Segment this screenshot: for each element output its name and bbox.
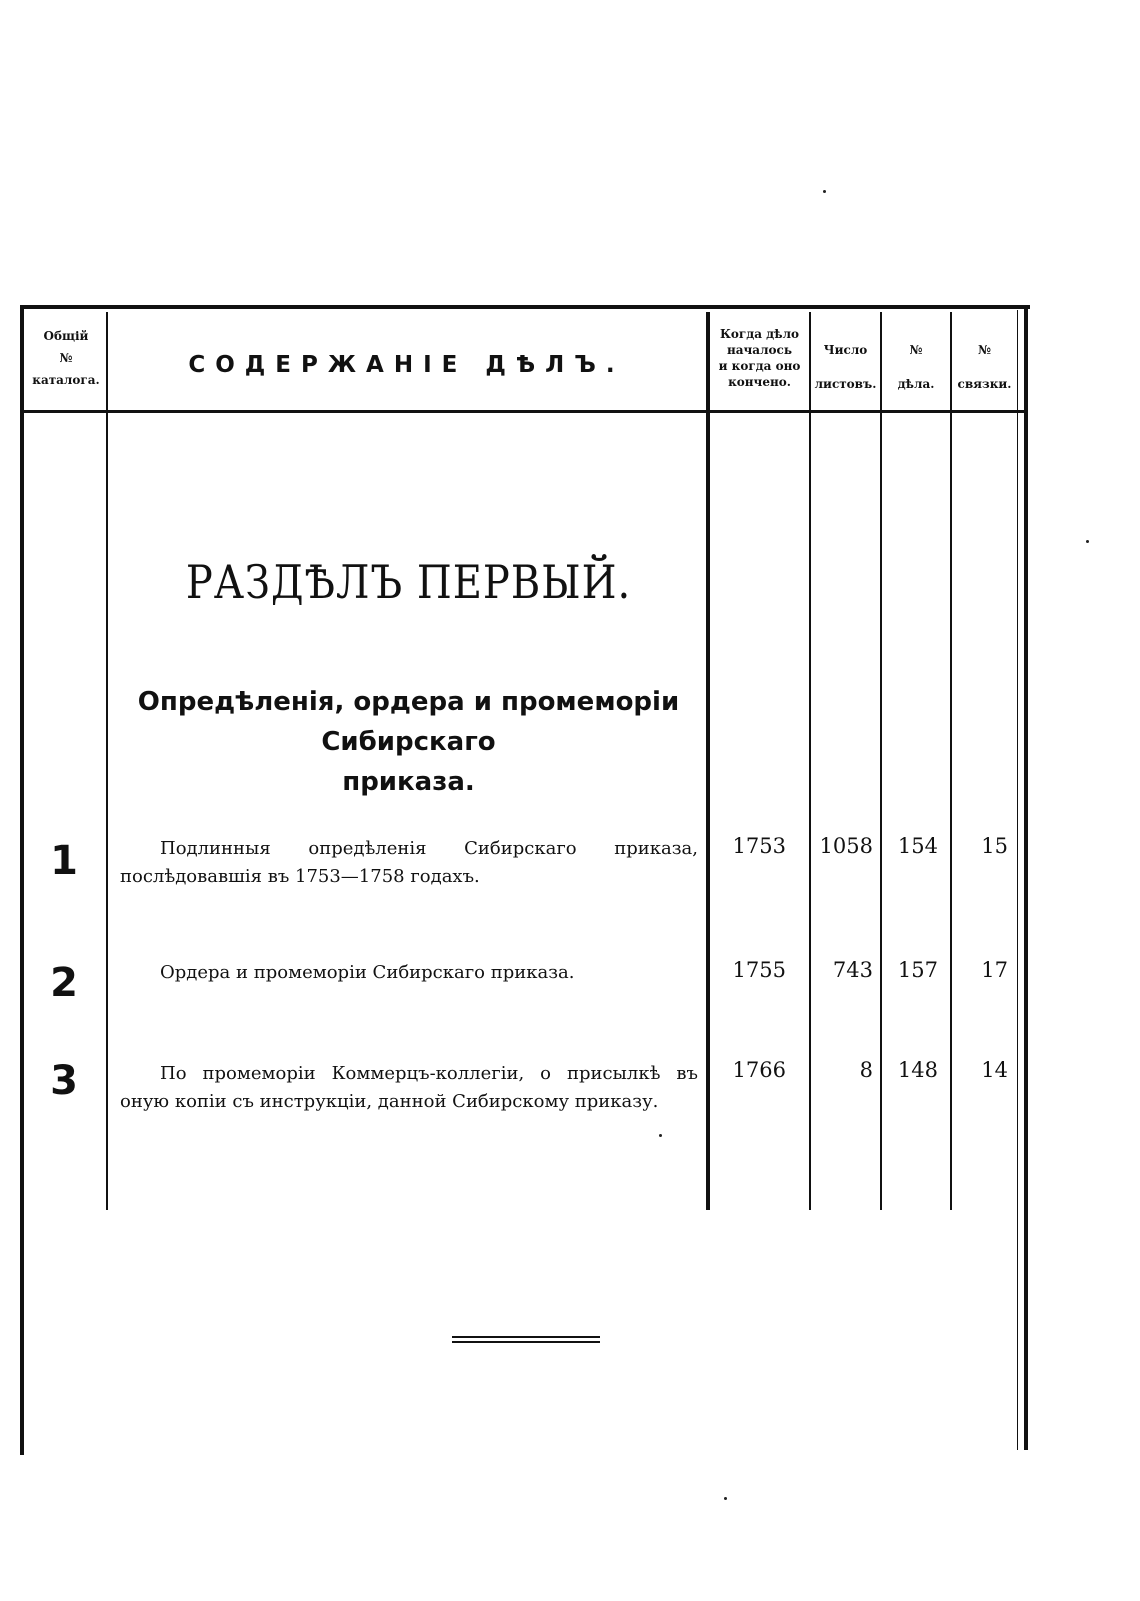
row-3-year: 1766 xyxy=(732,1058,786,1082)
row-2-number: 2 xyxy=(50,960,78,1006)
header-bottom-rule xyxy=(24,410,1024,413)
row-1-bundle: 15 xyxy=(981,834,1008,858)
row-2-year: 1755 xyxy=(732,958,786,982)
row-2-bundle: 17 xyxy=(981,958,1008,982)
header-case-line2: дѣла. xyxy=(897,377,935,391)
scan-speck xyxy=(724,1497,727,1500)
row-1-case: 154 xyxy=(897,834,938,858)
header-dates-line3: и когда оно xyxy=(718,359,801,373)
header-catalog xyxy=(26,325,106,391)
header-sheets-line2: листовъ. xyxy=(814,377,877,391)
header-sheets-line1: Число xyxy=(823,343,868,357)
section-title: РАЗДѢЛЪ ПЕРВЫЙ. xyxy=(185,556,632,610)
header-case xyxy=(882,333,950,401)
header-bundle-line1: № xyxy=(977,343,992,357)
header-case-line1: № xyxy=(909,343,923,357)
header-dates xyxy=(710,326,809,390)
end-rule-lower xyxy=(452,1341,600,1343)
row-1-number: 1 xyxy=(50,838,78,884)
frame-right-rule xyxy=(1024,305,1028,1450)
row-2-sheets: 743 xyxy=(832,958,873,982)
header-bundle xyxy=(952,333,1017,401)
header-bundle-line2: связки. xyxy=(957,377,1012,391)
row-3-text: По промеморіи Коммерцъ-коллегіи, о присылкѣ въ оную копіи съ инструкціи, данной Сибирскому приказу. xyxy=(120,1063,698,1112)
row-3-sheets: 8 xyxy=(859,1058,873,1082)
row-2-case: 157 xyxy=(897,958,938,982)
scan-speck xyxy=(1086,540,1089,543)
header-catalog-line1: Общій xyxy=(43,329,89,343)
row-1-sheets: 1058 xyxy=(819,834,873,858)
scan-speck xyxy=(659,1134,662,1137)
section-subtitle-line2: приказа. xyxy=(342,767,475,797)
frame-top-rule xyxy=(20,305,1030,309)
row-1-text: Подлинныя опредѣленія Сибирскаго приказа, послѣдовавшія въ 1753—1758 годахъ. xyxy=(120,838,698,887)
header-catalog-line2: № xyxy=(59,351,73,365)
header-dates-line4: кончено. xyxy=(728,375,791,389)
header-dates-line2: началось xyxy=(726,343,793,357)
row-3-number: 3 xyxy=(50,1058,78,1104)
frame-inner-right-rule xyxy=(1017,310,1018,1450)
header-sheets xyxy=(811,333,880,401)
section-subtitle-line1: Опредѣленія, ордера и промеморіи Сибирскаго xyxy=(137,687,680,757)
header-dates-line1: Когда дѣло xyxy=(719,327,800,341)
row-3-case: 148 xyxy=(897,1058,938,1082)
header-catalog-line3: каталога. xyxy=(32,373,100,387)
row-1-year: 1753 xyxy=(732,834,786,858)
header-content: СОДЕРЖАНІЕ ДѢЛЪ. xyxy=(188,352,625,378)
row-3-bundle: 14 xyxy=(981,1058,1008,1082)
col-rule-catalog xyxy=(106,312,108,1210)
row-2-text: Ордера и промеморіи Сибирскаго приказа. xyxy=(160,962,575,983)
section-subtitle xyxy=(110,682,707,802)
end-rule-upper xyxy=(452,1336,600,1338)
scan-speck xyxy=(823,190,826,193)
